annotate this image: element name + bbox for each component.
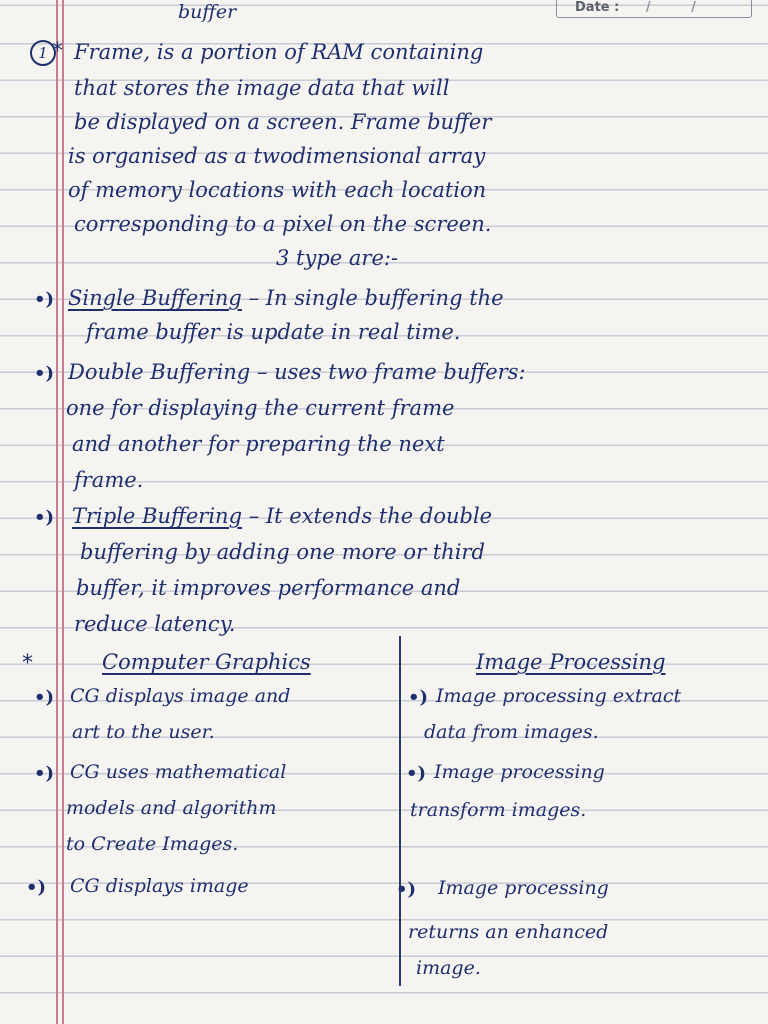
date-label: Date : (575, 0, 620, 15)
triple-buffering-line-3: buffer, it improves performance and (76, 576, 461, 600)
triple-buffering-line-2: buffering by adding one more or third (80, 540, 485, 564)
ip-row3-line1: Image processing (438, 877, 609, 899)
bullet-cg-2: •) (34, 763, 55, 784)
ip-row3-line2: returns an enhanced (408, 921, 609, 943)
triple-buffering-line-1 (72, 498, 492, 534)
cg-row2-line1: CG uses mathematical (70, 761, 287, 783)
comparison-star: * (22, 651, 33, 676)
intro-line-1: Frame, is a portion of RAM containing (74, 40, 484, 64)
double-buffering-line-3: and another for preparing the next (72, 432, 445, 456)
bullet-ip-1: •) (408, 687, 429, 708)
date-slashes: / / (645, 0, 714, 15)
double-buffering-line-4: frame. (74, 468, 144, 492)
double-buffering-term: Double Buffering (68, 360, 251, 384)
intro-line-4: is organised as a twodimensional array (68, 144, 486, 168)
ip-row2-line2: transform images. (410, 799, 587, 821)
single-buffering-text-1: – In single buffering the (248, 286, 504, 310)
single-buffering-term: Single Buffering (68, 286, 242, 310)
intro-star: * (52, 39, 63, 64)
cg-row2-line2: models and algorithm (66, 797, 277, 819)
bullet-cg-1: •) (34, 687, 55, 708)
ip-row1-line2: data from images. (424, 721, 599, 743)
double-buffering-line-1 (68, 354, 526, 390)
cg-row3-line1: CG displays image (70, 875, 249, 897)
question-number: 1 (30, 40, 56, 66)
intro-line-5: of memory locations with each location (68, 178, 487, 202)
triple-buffering-term: Triple Buffering (72, 504, 243, 528)
ip-row2-line1: Image processing (434, 761, 605, 783)
intro-line-7: 3 type are:- (276, 246, 399, 270)
comparison-divider (399, 636, 401, 986)
single-buffering-line-2: frame buffer is update in real time. (86, 320, 461, 344)
date-field (556, 0, 752, 18)
header-image-processing: Image Processing (476, 650, 666, 674)
cg-row2-line3: to Create Images. (66, 833, 239, 855)
bullet-triple: •) (34, 507, 55, 528)
bullet-double: •) (34, 363, 55, 384)
triple-buffering-text-1: – It extends the double (248, 504, 493, 528)
header-computer-graphics: Computer Graphics (102, 650, 311, 674)
bullet-cg-3: •) (26, 877, 47, 898)
margin-line-left (56, 0, 58, 1024)
intro-line-6: corresponding to a pixel on the screen. (74, 212, 492, 236)
inserted-word-buffer: buffer (178, 1, 237, 23)
bullet-single: •) (34, 289, 55, 310)
triple-buffering-line-4: reduce latency. (74, 612, 236, 636)
double-buffering-text-1: – uses two frame buffers: (256, 360, 526, 384)
single-buffering-line-1 (68, 280, 504, 316)
ip-row1-line1: Image processing extract (436, 685, 682, 707)
bullet-ip-3: •) (396, 879, 417, 900)
margin-line-right (62, 0, 64, 1024)
double-buffering-line-2: one for displaying the current frame (66, 396, 455, 420)
bullet-ip-2: •) (406, 763, 427, 784)
intro-line-2: that stores the image data that will (74, 76, 450, 100)
intro-line-3: be displayed on a screen. Frame buffer (74, 110, 492, 134)
ip-row3-line3: image. (416, 957, 481, 979)
cg-row1-line2: art to the user. (72, 721, 215, 743)
cg-row1-line1: CG displays image and (70, 685, 291, 707)
